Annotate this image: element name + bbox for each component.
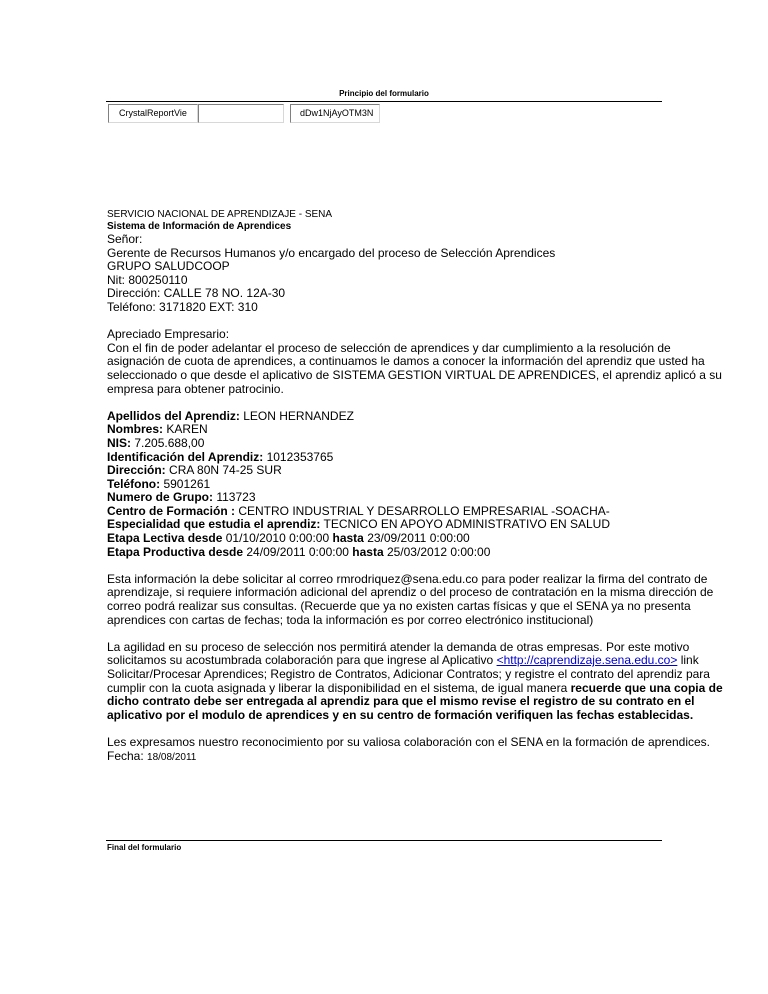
empty-field[interactable] bbox=[198, 104, 284, 123]
detail-direccion bbox=[107, 464, 727, 478]
detail-value: 7.205.688,00 bbox=[131, 435, 205, 450]
fecha-label: Fecha: bbox=[107, 748, 148, 763]
form-top-rule bbox=[106, 101, 662, 102]
aplicativo-link[interactable]: <http://caprendizaje.sena.edu.co> bbox=[496, 653, 678, 668]
salutation: Señor: bbox=[107, 232, 143, 246]
fecha-line bbox=[107, 750, 727, 765]
etapa-lectiva bbox=[107, 532, 727, 546]
etapa-lectiva-from: 01/10/2010 0:00:00 bbox=[222, 531, 333, 546]
detail-label: Numero de Grupo: bbox=[107, 490, 214, 505]
addressee: Gerente de Recursos Humanos y/o encargado del proceso de Selección Aprendices bbox=[107, 245, 556, 260]
greeting: Apreciado Empresario: bbox=[107, 327, 230, 342]
company-address: Dirección: CALLE 78 NO. 12A-30 bbox=[107, 286, 286, 301]
company-nit: Nit: 800250110 bbox=[107, 272, 188, 287]
detail-label: Teléfono: bbox=[107, 476, 161, 491]
agility-text-bold: recuerde que una copia de dicho contrato debe ser entregada al aprendiz para que el mismo revise el registro de su contrato en el aplicativo por el modulo de aprendices y en su centro de formación verifiquen las fechas establecidas. bbox=[107, 680, 723, 722]
detail-nis bbox=[107, 437, 727, 451]
detail-value: 113723 bbox=[213, 490, 256, 505]
detail-grupo bbox=[107, 491, 727, 505]
detail-value: CENTRO INDUSTRIAL Y DESARROLLO EMPRESARIAL -SOACHA- bbox=[235, 503, 610, 518]
crystal-report-field[interactable]: CrystalReportVie bbox=[108, 104, 198, 123]
etapa-productiva bbox=[107, 546, 727, 560]
detail-label: Nombres: bbox=[107, 422, 164, 437]
form-bottom-rule bbox=[106, 840, 662, 841]
org-name: SERVICIO NACIONAL DE APRENDIZAJE - SENA bbox=[107, 209, 333, 220]
etapa-productiva-label: Etapa Productiva desde bbox=[107, 544, 244, 559]
etapa-lectiva-label: Etapa Lectiva desde bbox=[107, 531, 223, 546]
etapa-lectiva-hasta: hasta bbox=[332, 531, 368, 546]
system-name: Sistema de Información de Aprendices bbox=[107, 221, 292, 232]
company-name: GRUPO SALUDCOOP bbox=[107, 259, 230, 274]
detail-value: TECNICO EN APOYO ADMINISTRATIVO EN SALUD bbox=[320, 517, 611, 532]
agility-text-b: link Solicitar/Procesar Aprendices; Registro de Contratos, Adicionar Contratos; y registre el contrato del aprendiz para cumplir con la cuota asignada y liberar la disponibilidad en el sistema, de igual manera bbox=[107, 653, 710, 695]
detail-label: NIS: bbox=[107, 435, 131, 450]
detail-identificacion bbox=[107, 451, 727, 465]
detail-nombres bbox=[107, 423, 727, 437]
form-end-label: Final del formulario bbox=[107, 843, 182, 852]
detail-label: Especialidad que estudia el aprendiz: bbox=[107, 517, 321, 532]
detail-telefono bbox=[107, 478, 727, 492]
intro-paragraph: Con el fin de poder adelantar el proceso de selección de aprendices y dar cumplimiento a la resolución de asignación de cuota de aprendices, a continuamos le damos a conocer la información del aprendiz que usted ha seleccionado o que desde el aplicativo de SISTEMA GESTION VIRTUAL DE APRENDICES, el aprendiz aplicó a su empresa para obtener patrocinio. bbox=[107, 340, 722, 396]
detail-label: Apellidos del Aprendiz: bbox=[107, 408, 240, 423]
detail-value: 5901261 bbox=[160, 476, 211, 491]
email-paragraph: Esta información la debe solicitar al correo rmrodriquez@sena.edu.co para poder realizar la firma del contrato de aprendizaje, si requiere información adicional del aprendiz o del proceso de contratación en la misma dirección de correo podrá realizar sus consultas. (Recuerde que ya no existen cartas físicas y que el SENA ya no presenta aprendices con cartas de fechas; toda la información es por correo electrónico institucional) bbox=[107, 571, 714, 627]
etapa-productiva-hasta: hasta bbox=[352, 544, 387, 559]
detail-value: LEON HERNANDEZ bbox=[239, 408, 354, 423]
etapa-productiva-to: 25/03/2012 0:00:00 bbox=[386, 544, 491, 559]
etapa-lectiva-to: 23/09/2011 0:00:00 bbox=[367, 531, 470, 546]
fecha-value: 18/08/2011 bbox=[147, 751, 197, 763]
etapa-productiva-from: 24/09/2011 0:00:00 bbox=[243, 544, 353, 559]
detail-label: Identificación del Aprendiz: bbox=[107, 449, 264, 464]
letter-body bbox=[107, 209, 727, 764]
detail-value: CRA 80N 74-25 SUR bbox=[165, 463, 282, 478]
agility-text-a: La agilidad en su proceso de selección nos permitirá atender la demanda de otras empresas. Por este motivo solicitamos su acostumbrada colaboración para que ingrese al Aplicativo bbox=[107, 639, 690, 668]
form-start-label: Principio del formulario bbox=[339, 89, 429, 98]
detail-centro bbox=[107, 505, 727, 519]
agility-paragraph bbox=[107, 641, 727, 723]
detail-value: KAREN bbox=[163, 422, 208, 437]
detail-label: Dirección: bbox=[107, 463, 166, 478]
company-phone: Teléfono: 3171820 EXT: 310 bbox=[107, 299, 258, 314]
viewstate-field[interactable]: dDw1NjAyOTM3N bbox=[290, 104, 380, 123]
detail-apellidos bbox=[107, 410, 727, 424]
detail-especialidad bbox=[107, 518, 727, 532]
detail-label: Centro de Formación : bbox=[107, 503, 236, 518]
closing-paragraph: Les expresamos nuestro reconocimiento por su valiosa colaboración con el SENA en la formación de aprendices. bbox=[107, 734, 710, 749]
detail-value: 1012353765 bbox=[263, 449, 334, 464]
